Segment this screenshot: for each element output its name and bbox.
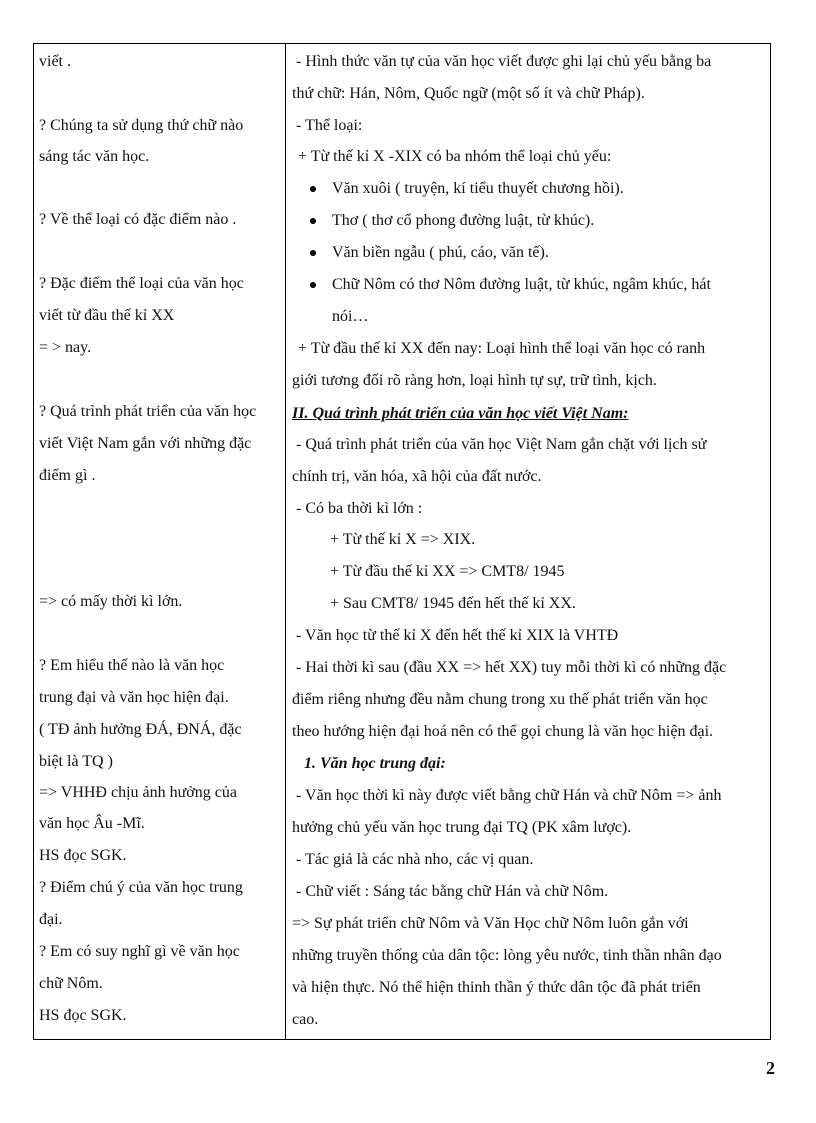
- page-number: 2: [766, 1058, 775, 1078]
- right-line: thứ chữ: Hán, Nôm, Quốc ngữ (một số ít và chữ Pháp).: [292, 85, 645, 102]
- bullet-dot-icon: [310, 282, 316, 288]
- right-line: - Văn học thời kì này được viết bằng chữ Hán và chữ Nôm => ảnh: [296, 787, 722, 804]
- bullet-dot-icon: [310, 218, 316, 224]
- left-line: ? Em hiểu thế nào là văn học: [39, 657, 225, 674]
- left-line: trung đại và văn học hiện đại.: [39, 689, 229, 706]
- right-line: + Từ đầu thế kỉ XX đến nay: Loại hình thể loại văn học có ranh: [298, 340, 706, 357]
- subsection-heading: 1. Văn học trung đại:: [304, 755, 446, 772]
- right-line: - Hai thời kì sau (đầu XX => hết XX) tuy mỗi thời kì có những đặc: [296, 659, 727, 676]
- bullet-continuation: nói…: [332, 308, 369, 325]
- left-line: ? Em có suy nghĩ gì về văn học: [39, 943, 240, 960]
- left-line: sáng tác văn học.: [39, 148, 150, 165]
- bullet-item: Chữ Nôm có thơ Nôm đường luật, từ khúc, ngâm khúc, hát: [332, 276, 711, 293]
- left-line: => có mấy thời kì lớn.: [39, 593, 183, 610]
- section-heading: II. Quá trình phát triển của văn học viết Việt Nam:: [292, 405, 629, 422]
- right-line: - Chữ viết : Sáng tác bằng chữ Hán và chữ Nôm.: [296, 883, 609, 900]
- bullet-dot-icon: [310, 186, 316, 192]
- left-line: ? Điểm chú ý của văn học trung: [39, 879, 243, 896]
- right-line: cao.: [292, 1011, 319, 1028]
- period-item: + Sau CMT8/ 1945 đến hết thế kỉ XX.: [330, 595, 576, 612]
- left-line: ? Đặc điểm thể loại của văn học: [39, 275, 244, 292]
- column-divider: [285, 44, 286, 1039]
- left-line: ? Về thể loại có đặc điểm nào .: [39, 211, 237, 228]
- left-line: điểm gì .: [39, 467, 96, 484]
- right-line: và hiện thực. Nó thể hiện thinh thần ý thức dân tộc đã phát triển: [292, 979, 701, 996]
- right-line: điểm riêng nhưng đều nằm chung trong xu thế phát triển văn học: [292, 691, 708, 708]
- right-line: + Từ thế kỉ X -XIX có ba nhóm thể loại chủ yếu:: [298, 148, 612, 165]
- right-line: - Thể loại:: [296, 117, 363, 134]
- left-line: đại.: [39, 911, 63, 928]
- right-line: - Hình thức văn tự của văn học viết được ghi lại chủ yếu bằng ba: [296, 53, 712, 70]
- lesson-table: [33, 43, 771, 1040]
- right-line: chính trị, văn hóa, xã hội của đất nước.: [292, 468, 542, 485]
- bullet-item: Thơ ( thơ cổ phong đường luật, từ khúc).: [332, 212, 595, 229]
- bullet-dot-icon: [310, 250, 316, 256]
- right-line: những truyền thống của dân tộc: lòng yêu nước, tinh thần nhân đạo: [292, 947, 722, 964]
- left-line: viết .: [39, 53, 71, 70]
- right-line: giới tương đối rõ ràng hơn, loại hình tự sự, trữ tình, kịch.: [292, 372, 657, 389]
- left-line: chữ Nôm.: [39, 975, 103, 992]
- bullet-item: Văn xuôi ( truyện, kí tiểu thuyết chương hồi).: [332, 180, 624, 197]
- left-line: viết từ đầu thế kỉ XX: [39, 307, 175, 324]
- left-line: văn học Âu -Mĩ.: [39, 815, 145, 832]
- left-line: => VHHĐ chịu ảnh hưởng của: [39, 784, 237, 801]
- left-line: ( TĐ ảnh hưởng ĐÁ, ĐNÁ, đặc: [39, 721, 242, 738]
- period-item: + Từ đầu thế kỉ XX => CMT8/ 1945: [330, 563, 565, 580]
- period-item: + Từ thế kỉ X => XIX.: [330, 531, 476, 548]
- left-line: biệt là TQ ): [39, 753, 113, 770]
- bullet-item: Văn biền ngẫu ( phú, cáo, văn tế).: [332, 244, 549, 261]
- left-line: ? Chúng ta sử dụng thứ chữ nào: [39, 117, 244, 134]
- left-line: HS đọc SGK.: [39, 1007, 127, 1024]
- left-line: ? Quá trình phát triển của văn học: [39, 403, 257, 420]
- right-line: - Văn học từ thế kỉ X đến hết thế kỉ XIX là VHTĐ: [296, 627, 619, 644]
- right-line: theo hướng hiện đại hoá nên có thể gọi chung là văn học hiện đại.: [292, 723, 714, 740]
- right-line: hưởng chủ yếu văn học trung đại TQ (PK xâm lược).: [292, 819, 632, 836]
- right-line: - Tác giả là các nhà nho, các vị quan.: [296, 851, 534, 868]
- right-line: - Có ba thời kì lớn :: [296, 500, 423, 517]
- left-line: = > nay.: [39, 339, 92, 356]
- right-line: - Quá trình phát triển của văn học Việt Nam gắn chặt với lịch sử: [296, 436, 707, 453]
- right-line: => Sự phát triển chữ Nôm và Văn Học chữ Nôm luôn gắn với: [292, 915, 689, 932]
- left-line: HS đọc SGK.: [39, 847, 127, 864]
- left-line: viết Việt Nam gắn với những đặc: [39, 435, 252, 452]
